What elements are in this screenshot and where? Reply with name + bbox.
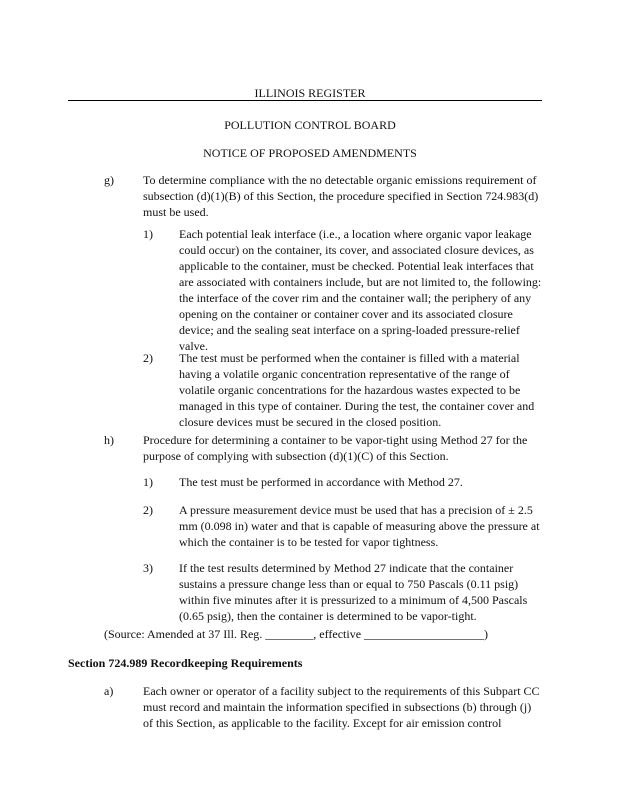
source-note: (Source: Amended at 37 Ill. Reg. ________, effective ____________________) bbox=[104, 627, 489, 641]
section-heading: Section 724.989 Recordkeeping Requirements bbox=[68, 656, 303, 670]
item-h1-label: 1) bbox=[143, 475, 153, 489]
item-h2-label: 2) bbox=[143, 503, 153, 517]
item-h3-text: If the test results determined by Method 27 indicate that the container sustains a pressure change less than or equal to 750 Pascals (0.11 psig) within five minutes after it is pressurized to a minimum of 4,500 Pascals (0.65 psig), then the container is determined to be vapor-tight. bbox=[179, 561, 528, 623]
notice-title: NOTICE OF PROPOSED AMENDMENTS bbox=[203, 146, 417, 160]
item-h-text: Procedure for determining a container to be vapor-tight using Method 27 for the purpose of complying with subsection (d)(1)(C) of this Section. bbox=[143, 433, 528, 463]
board-title: POLLUTION CONTROL BOARD bbox=[224, 118, 396, 132]
item-h-label: h) bbox=[104, 433, 114, 447]
item-g2-label: 2) bbox=[143, 351, 153, 365]
section-a-text: Each owner or operator of a facility subject to the requirements of this Subpart CC must record and maintain the information specified in subsections (b) through (j) of this Section, as applicable to the facility. Except for air emission control bbox=[143, 684, 540, 730]
item-h2-text: A pressure measurement device must be used that has a precision of ± 2.5 mm (0.098 in) water and that is capable of measuring above the pressure at which the container is to be tested for vapor tightness. bbox=[179, 503, 540, 549]
item-g1-label: 1) bbox=[143, 227, 153, 241]
item-g-text: To determine compliance with the no detectable organic emissions requirement of subsection (d)(1)(B) of this Section, the procedure specified in Section 724.983(d) must be used. bbox=[143, 173, 539, 219]
item-g1-text: Each potential leak interface (i.e., a location where organic vapor leakage could occur) on the container, its cover, and associated closure devices, as applicable to the container, must be checked. Potential leak interfaces that are associated with containers include, but are not limited to, the following: the interface of the cover rim and the container wall; the periphery of any opening on the container or container cover and its associated closure device; and the sealing seat interface on a spring-loaded pressure-relief valve. bbox=[179, 227, 542, 353]
item-g2-text: The test must be performed when the container is filled with a material having a volatile organic concentration representative of the range of volatile organic concentrations for the hazardous wastes expected to be managed in this type of container. During the test, the container cover and closure devices must be secured in the closed position. bbox=[179, 351, 535, 429]
item-h3-label: 3) bbox=[143, 561, 153, 575]
section-a-label: a) bbox=[104, 684, 114, 698]
register-title: ILLINOIS REGISTER bbox=[254, 86, 366, 100]
item-g-label: g) bbox=[104, 173, 114, 187]
header-rule bbox=[68, 100, 542, 101]
item-h1-text: The test must be performed in accordance with Method 27. bbox=[179, 475, 463, 489]
